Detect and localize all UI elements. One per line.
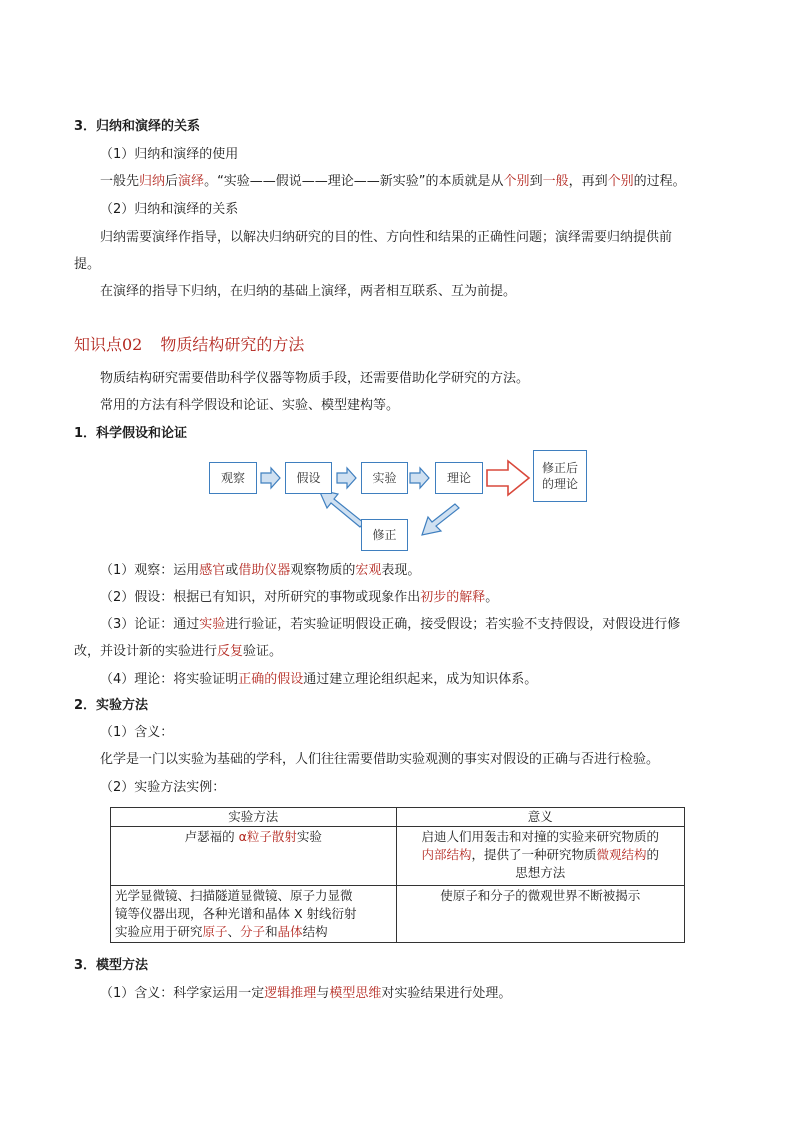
- flow-box-experiment: 实验: [361, 462, 408, 494]
- section-title: 2．实验方法: [74, 698, 149, 713]
- arrow-right-icon: [337, 468, 356, 488]
- heading-label: 知识点02: [74, 335, 143, 354]
- subheading: （1）含义：: [100, 725, 174, 740]
- paragraph: 物质结构研究需要借助科学仪器等物质手段，还需要借助化学研究的方法。: [100, 371, 530, 386]
- paragraph: 归纳需要演绎作指导，以解决归纳研究的目的性、方向性和结果的正确性问题；演绎需要归纳提供前: [100, 230, 673, 245]
- list-item: （4）理论：将实验证明正确的假设通过建立理论组织起来，成为知识体系。: [100, 672, 538, 687]
- table-cell: 启迪人们用轰击和对撞的实验来研究物质的 内部结构，提供了一种研究物质微观结构的 思想方法: [396, 827, 685, 886]
- arrow-right-icon: [261, 468, 280, 488]
- table-cell: 卢瑟福的 α粒子散射实验: [111, 827, 397, 886]
- arrow-up-left-icon: [319, 490, 364, 527]
- section-title: 3．模型方法: [74, 958, 149, 973]
- flow-box-theory: 理论: [435, 462, 483, 494]
- subheading: （2）归纳和演绎的关系: [100, 202, 239, 217]
- experiment-methods-table: [110, 807, 685, 943]
- table-cell: 光学显微镜、扫描隧道显微镜、原子力显微 镜等仪器出现，各种光谱和晶体 X 射线衍射 实验应用于研究原子、分子和晶体结构: [111, 886, 397, 943]
- paragraph: 一般先归纳后演绎。“实验——假说——理论——新实验”的本质就是从个别到一般，再到个别的过程。: [100, 174, 686, 189]
- list-item: （2）假设：根据已有知识，对所研究的事物或现象作出初步的解释。: [100, 590, 499, 605]
- subheading: （2）实验方法实例：: [100, 780, 226, 795]
- list-item: 改，并设计新的实验进行反复验证。: [74, 644, 283, 659]
- list-item: （1）观察：运用感官或借助仪器观察物质的宏观表现。: [100, 563, 421, 578]
- table-header-cell: 实验方法: [111, 808, 397, 827]
- paragraph: 在演绎的指导下归纳，在归纳的基础上演绎，两者相互联系、互为前提。: [100, 284, 517, 299]
- list-item: （3）论证：通过实验进行验证，若实验证明假设正确，接受假设；若实验不支持假设，对假设进行修: [100, 617, 681, 632]
- heading-title: 物质结构研究的方法: [160, 335, 305, 354]
- flow-box-revised-theory: 修正后 的理论: [533, 450, 587, 502]
- flow-box-correction: 修正: [361, 519, 408, 551]
- section-title: 1．科学假设和论证: [74, 426, 188, 441]
- table-row: [111, 886, 685, 943]
- table-header-cell: 意义: [396, 808, 685, 827]
- big-arrow-right-icon: [487, 461, 529, 495]
- flow-box-observe: 观察: [209, 462, 257, 494]
- paragraph: 常用的方法有科学假设和论证、实验、模型建构等。: [100, 398, 400, 413]
- paragraph: （1）含义：科学家运用一定逻辑推理与模型思维对实验结果进行处理。: [100, 986, 512, 1001]
- section-title: 3．归纳和演绎的关系: [74, 119, 201, 134]
- subheading: （1）归纳和演绎的使用: [100, 147, 239, 162]
- flow-box-hypothesis: 假设: [285, 462, 332, 494]
- paragraph: 化学是一门以实验为基础的学科，人们往往需要借助实验观测的事实对假设的正确与否进行检验。: [100, 752, 660, 767]
- table-header-row: [111, 808, 685, 827]
- arrow-down-left-icon: [422, 504, 459, 535]
- table-cell: 使原子和分子的微观世界不断被揭示: [396, 886, 685, 943]
- arrow-right-icon: [410, 468, 429, 488]
- table-row: [111, 827, 685, 886]
- paragraph: 提。: [74, 257, 101, 272]
